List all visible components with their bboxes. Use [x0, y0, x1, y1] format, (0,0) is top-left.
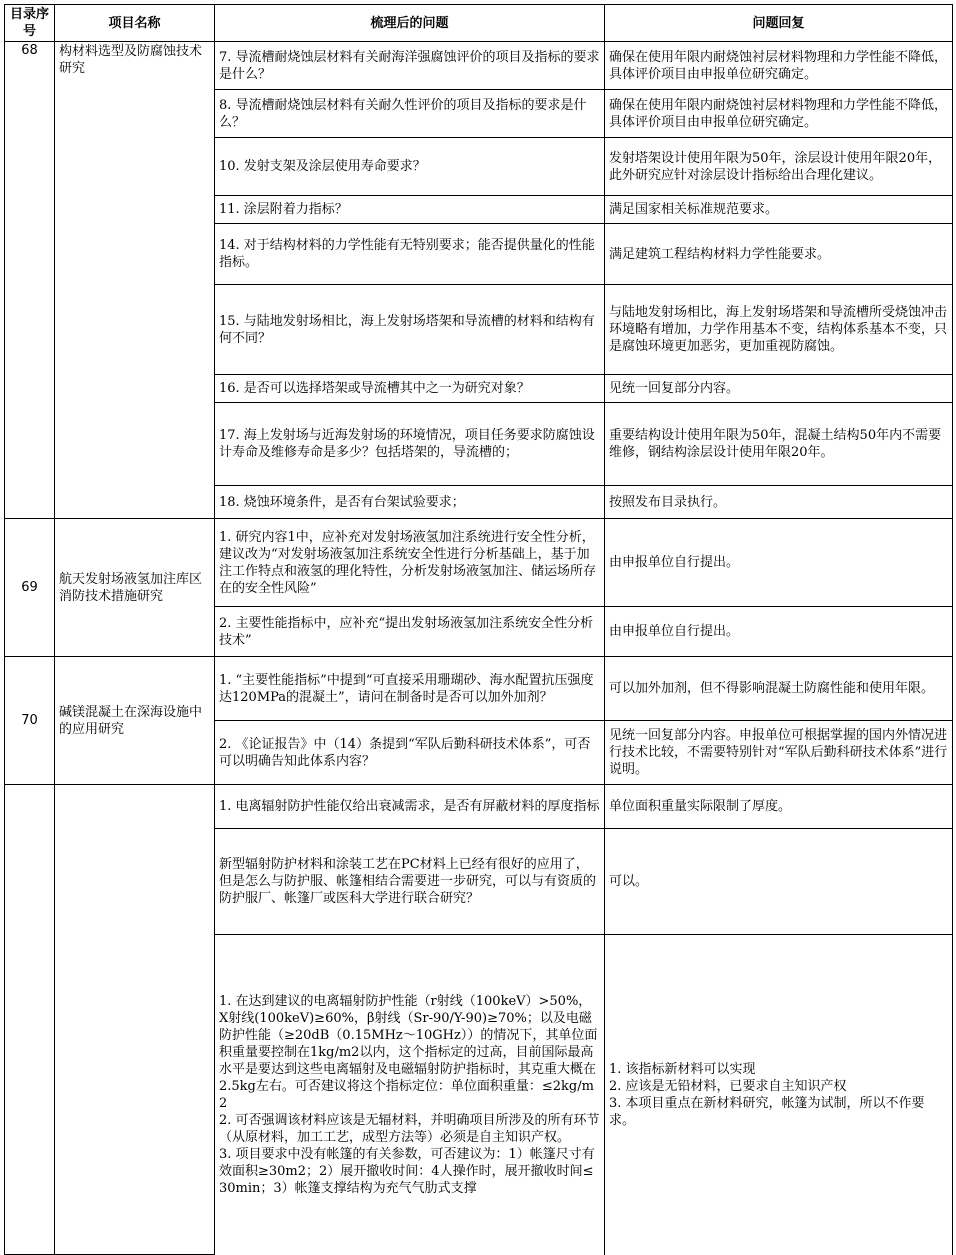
question-cell: 2. 主要性能指标中，应补充“提出发射场液氢加注系统安全性分析技术” — [215, 607, 605, 657]
reply-cell: 见统一回复部分内容。 — [605, 375, 953, 403]
reply-cell: 见统一回复部分内容。申报单位可根据掌握的国内外情况进行技术比较，不需要特别针对“军队后勤科研技术体系”进行说明。 — [605, 721, 953, 785]
question-cell: 8. 导流槽耐烧蚀层材料有关耐久性评价的项目及指标的要求是什么？ — [215, 90, 605, 138]
project-name — [55, 785, 215, 1255]
table-row — [5, 785, 953, 829]
item-number — [5, 785, 55, 1255]
question-cell: 16. 是否可以选择塔架或导流槽其中之一为研究对象？ — [215, 375, 605, 403]
reply-cell: 与陆地发射场相比，海上发射场塔架和导流槽所受烧蚀冲击环境略有增加，力学作用基本不变，结构体系基本不变，只是腐蚀环境更加恶劣，更加重视防腐蚀。 — [605, 285, 953, 375]
question-cell: 2. 《论证报告》中（14）条提到“军队后勤科研技术体系”，可否可以明确告知此体系内容？ — [215, 721, 605, 785]
header-reply: 问题回复 — [605, 5, 953, 42]
question-cell: 10. 发射支架及涂层使用寿命要求？ — [215, 138, 605, 196]
reply-cell: 重要结构设计使用年限为50年，混凝土结构50年内不需要维修，钢结构涂层设计使用年限20年。 — [605, 403, 953, 486]
table-row — [5, 657, 953, 721]
reply-cell: 按照发布目录执行。 — [605, 486, 953, 519]
question-cell: 1. 电离辐射防护性能仅给出衰减需求，是否有屏蔽材料的厚度指标 — [215, 785, 605, 829]
reply-cell: 确保在使用年限内耐烧蚀衬层材料物理和力学性能不降低，具体评价项目由申报单位研究确定。 — [605, 42, 953, 90]
qa-table — [4, 4, 953, 1255]
reply-cell: 由申报单位自行提出。 — [605, 519, 953, 607]
item-number: 69 — [5, 519, 55, 657]
question-cell: 1. “主要性能指标”中提到“可直接采用珊瑚砂、海水配置抗压强度达120MPa的混凝土”，请问在制备时是否可以加外加剂？ — [215, 657, 605, 721]
question-cell: 17. 海上发射场与近海发射场的环境情况，项目任务要求防腐蚀设计寿命及维修寿命是多少？包括塔架的，导流槽的； — [215, 403, 605, 486]
header-index: 目录序号 — [5, 5, 55, 42]
project-name: 航天发射场液氢加注库区消防技术措施研究 — [55, 519, 215, 657]
project-name: 构材料选型及防腐蚀技术研究 — [55, 42, 215, 519]
reply-cell: 发射塔架设计使用年限为50年，涂层设计使用年限20年，此外研究应针对涂层设计指标给出合理化建议。 — [605, 138, 953, 196]
reply-cell: 单位面积重量实际限制了厚度。 — [605, 785, 953, 829]
question-cell: 1. 研究内容1中，应补充对发射场液氢加注系统进行安全性分析，建议改为“对发射场液氢加注系统安全性进行分析基础上，基于加注工作特点和液氢的理化特性，分析发射场液氢加注、储运场所存在的安全性风险” — [215, 519, 605, 607]
item-number: 70 — [5, 657, 55, 785]
question-cell: 新型辐射防护材料和涂装工艺在PC材料上已经有很好的应用了，但是怎么与防护服、帐篷相结合需要进一步研究，可以与有资质的防护服厂、帐篷厂或医科大学进行联合研究？ — [215, 829, 605, 935]
table-row — [5, 42, 953, 90]
table-row — [5, 519, 953, 607]
question-cell: 18. 烧蚀环境条件，是否有台架试验要求； — [215, 486, 605, 519]
reply-cell: 满足国家相关标准规范要求。 — [605, 196, 953, 224]
question-cell: 14. 对于结构材料的力学性能有无特别要求；能否提供量化的性能指标。 — [215, 224, 605, 285]
reply-cell: 满足建筑工程结构材料力学性能要求。 — [605, 224, 953, 285]
question-cell: 7. 导流槽耐烧蚀层材料有关耐海洋强腐蚀评价的项目及指标的要求是什么？ — [215, 42, 605, 90]
question-cell: 11. 涂层附着力指标？ — [215, 196, 605, 224]
question-cell: 15. 与陆地发射场相比，海上发射场塔架和导流槽的材料和结构有何不同？ — [215, 285, 605, 375]
reply-cell: 由申报单位自行提出。 — [605, 607, 953, 657]
header-row — [5, 5, 953, 42]
item-number: 68 — [5, 42, 55, 519]
header-question: 梳理后的问题 — [215, 5, 605, 42]
reply-cell: 确保在使用年限内耐烧蚀衬层材料物理和力学性能不降低，具体评价项目由申报单位研究确定。 — [605, 90, 953, 138]
reply-cell: 1. 该指标新材料可以实现 2. 应该是无铅材料，已要求自主知识产权 3. 本项目重点在新材料研究，帐篷为试制，所以不作要求。 — [605, 935, 953, 1255]
project-name: 碱镁混凝土在深海设施中的应用研究 — [55, 657, 215, 785]
question-cell: 1. 在达到建议的电离辐射防护性能（r射线（100keV）>50%，X射线(100keV)≥60%，β射线（Sr-90/Y-90)≥70%；以及电磁防护性能（≥20dB（0.15MHz～10GHz））的情况下，其单位面积重量要控制在1kg/m2以内，这个指标定的过高，目前国际最高水平是要达到这些电离辐射及电磁辐射防护指标时，其克重大概在2.5kg左右。可否建议将这个指标定位：单位面积重量：≤2kg/m2 2. 可否强调该材料应该是无辐材料，并明确项目所涉及的所有环节（从原材料，加工工艺，成型方法等）必须是自主知识产权。 3. 项目要求中没有帐篷的有关参数，可否建议为：1）帐篷尺寸有效面积≥30m2；2）展开撤收时间：4人操作时，展开撤收时间≤30min；3）帐篷支撑结构为充气气肋式支撑 — [215, 935, 605, 1255]
header-project-name: 项目名称 — [55, 5, 215, 42]
reply-cell: 可以。 — [605, 829, 953, 935]
reply-cell: 可以加外加剂，但不得影响混凝土防腐性能和使用年限。 — [605, 657, 953, 721]
